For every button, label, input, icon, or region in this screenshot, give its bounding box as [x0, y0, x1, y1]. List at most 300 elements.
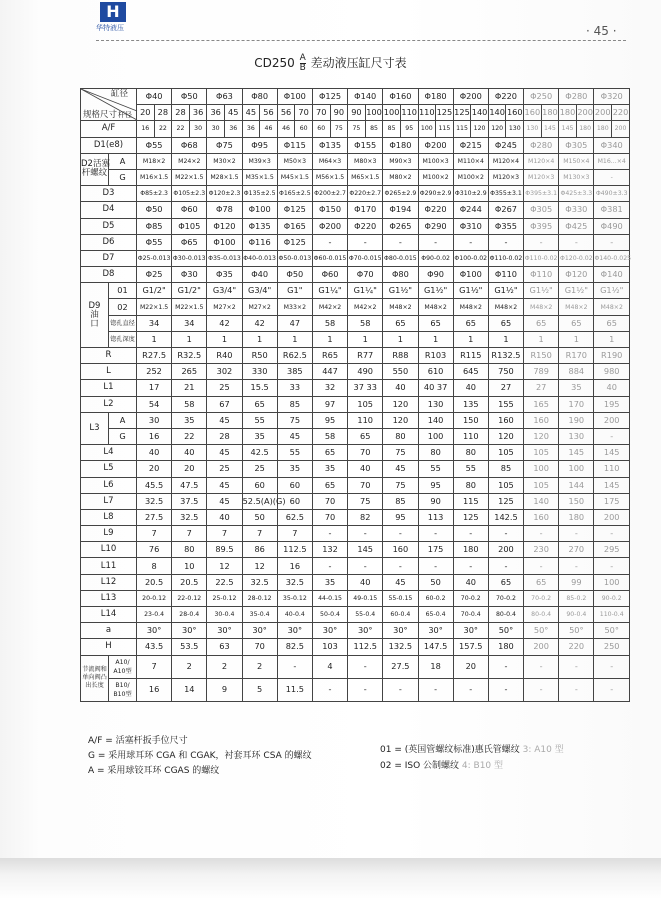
table-cell: 175: [594, 493, 630, 509]
table-cell: M30×2: [207, 153, 242, 169]
table-cell: 295: [594, 542, 630, 558]
table-cell: -: [594, 678, 630, 701]
table-cell: 110-0.4: [594, 607, 630, 623]
table-cell: M100×3: [418, 153, 453, 169]
diag-bore-label: 缸径: [110, 89, 128, 99]
table-cell: 35: [312, 461, 347, 477]
table-cell: M27×2: [242, 299, 277, 315]
table-cell: 14: [172, 678, 207, 701]
table-cell: Φ40: [242, 267, 277, 283]
table-cell: 27.5: [137, 509, 172, 525]
table-cell: -: [348, 558, 383, 574]
table-cell: Φ78: [207, 202, 242, 218]
table-cell: 7: [277, 526, 312, 542]
row-label: D8: [81, 267, 137, 283]
diagonal-header: [81, 89, 137, 121]
bore-header: Φ160: [383, 89, 418, 105]
row-label: L13: [81, 590, 137, 606]
title-suffix: 差动液压缸尺寸表: [310, 56, 407, 70]
table-cell: 125: [453, 509, 488, 525]
table-cell: Φ310: [453, 218, 488, 234]
table-cell: Φ25: [137, 267, 172, 283]
rod-cell: 160: [506, 105, 524, 121]
table-cell: Φ200±2.7: [312, 186, 347, 202]
af-cell: 30: [189, 121, 207, 137]
af-cell: 145: [541, 121, 559, 137]
table-cell: 35: [277, 461, 312, 477]
table-row: [81, 186, 630, 202]
table-cell: 22: [172, 428, 207, 444]
table-cell: Φ381: [594, 202, 630, 218]
title-fraction: [300, 54, 306, 73]
bore-header: Φ200: [453, 89, 488, 105]
table-cell: 140: [418, 412, 453, 428]
table-cell: 53.5: [172, 639, 207, 655]
table-cell: 1: [207, 331, 242, 347]
table-cell: -: [348, 678, 383, 701]
table-cell: 80: [383, 428, 418, 444]
table-cell: 195: [594, 396, 630, 412]
table-cell: M120×4: [488, 153, 523, 169]
table-cell: G1½": [524, 283, 559, 299]
table-cell: -: [312, 678, 347, 701]
row-label: L1: [81, 380, 137, 396]
table-cell: Φ85±2.3: [137, 186, 172, 202]
scan-shadow: [0, 858, 661, 899]
table-cell: 60: [277, 477, 312, 493]
table-cell: 27: [488, 380, 523, 396]
table-cell: Φ200: [312, 218, 347, 234]
table-cell: 32.5: [172, 509, 207, 525]
table-row: [81, 461, 630, 477]
table-cell: 45.5: [137, 477, 172, 493]
table-cell: Φ220±2.7: [348, 186, 383, 202]
table-cell: -: [488, 234, 523, 250]
table-cell: Φ215: [453, 137, 488, 153]
table-cell: 1: [453, 331, 488, 347]
table-cell: 40: [137, 445, 172, 461]
table-cell: 265: [172, 364, 207, 380]
table-cell: Φ68: [172, 137, 207, 153]
table-cell: Φ50: [137, 202, 172, 218]
table-cell: -: [418, 526, 453, 542]
table-cell: 63: [207, 639, 242, 655]
table-cell: -: [559, 234, 594, 250]
table-cell: G3/4": [242, 283, 277, 299]
sub-label: 01: [109, 283, 137, 299]
table-cell: M45×1.5: [277, 169, 312, 185]
table-cell: 147.5: [418, 639, 453, 655]
rod-cell: 180: [541, 105, 559, 121]
table-cell: Φ140: [594, 267, 630, 283]
table-cell: 12: [242, 558, 277, 574]
row-label: L6: [81, 477, 137, 493]
table-cell: Φ165: [277, 218, 312, 234]
table-cell: G1": [277, 283, 312, 299]
table-cell: Φ85: [137, 218, 172, 234]
table-row: [81, 493, 630, 509]
table-cell: Φ70: [348, 267, 383, 283]
table-cell: 40: [453, 574, 488, 590]
table-cell: M65×1.5: [348, 169, 383, 185]
table-cell: 40: [383, 380, 418, 396]
table-cell: 120: [488, 428, 523, 444]
table-cell: 447: [312, 364, 347, 380]
table-cell: 2: [172, 655, 207, 678]
table-cell: 220: [559, 639, 594, 655]
table-cell: 2: [242, 655, 277, 678]
table-cell: Φ155: [348, 137, 383, 153]
table-cell: G1/2": [137, 283, 172, 299]
table-cell: 70: [312, 493, 347, 509]
table-cell: -: [488, 526, 523, 542]
row-label: L12: [81, 574, 137, 590]
table-cell: Φ120: [207, 218, 242, 234]
rod-cell: 110: [418, 105, 436, 121]
table-cell: 80: [418, 445, 453, 461]
table-cell: R103: [418, 348, 453, 364]
rod-cell: 28: [154, 105, 172, 121]
table-row: [81, 267, 630, 283]
table-row: [81, 445, 630, 461]
d9-row: [81, 283, 630, 299]
row-label: L8: [81, 509, 137, 525]
table-cell: 65: [383, 315, 418, 331]
table-cell: 160: [524, 509, 559, 525]
d2-g-row: [81, 169, 630, 185]
d9-row: [81, 331, 630, 347]
rod-cell: 110: [400, 105, 418, 121]
table-cell: 30°: [453, 623, 488, 639]
table-cell: 120: [383, 396, 418, 412]
table-cell: M100×2: [418, 169, 453, 185]
table-cell: Φ115: [277, 137, 312, 153]
table-row: [81, 477, 630, 493]
table-cell: 90-0.4: [559, 607, 594, 623]
table-cell: Φ70-0.015: [348, 250, 383, 266]
rod-cell: 125: [453, 105, 471, 121]
table-cell: Φ395±3.1: [524, 186, 559, 202]
row-label: L14: [81, 607, 137, 623]
table-cell: 1: [312, 331, 347, 347]
table-cell: 30°: [172, 623, 207, 639]
table-cell: 65: [242, 396, 277, 412]
rod-row: [81, 105, 630, 121]
table-cell: Φ120: [559, 267, 594, 283]
logo-mark-icon: H: [100, 2, 126, 22]
table-cell: 35: [559, 380, 594, 396]
table-cell: Φ267: [488, 202, 523, 218]
table-cell: M80×2: [383, 169, 418, 185]
table-cell: R150: [524, 348, 559, 364]
table-cell: 1: [488, 331, 523, 347]
table-cell: 60: [277, 493, 312, 509]
table-cell: 65: [312, 477, 347, 493]
table-cell: -: [488, 678, 523, 701]
table-cell: 42: [207, 315, 242, 331]
table-cell: -: [348, 526, 383, 542]
table-cell: Φ170: [348, 202, 383, 218]
table-cell: M28×1.5: [207, 169, 242, 185]
table-cell: 70: [242, 639, 277, 655]
table-cell: Φ425±3.3: [559, 186, 594, 202]
table-cell: Φ395: [524, 218, 559, 234]
row-label: R: [81, 348, 137, 364]
table-cell: Φ55: [137, 234, 172, 250]
table-cell: Φ95: [242, 137, 277, 153]
table-cell: 37 33: [348, 380, 383, 396]
table-cell: 90-0.2: [594, 590, 630, 606]
table-cell: Φ50: [277, 267, 312, 283]
table-cell: Φ60: [312, 267, 347, 283]
table-cell: M48×2: [559, 299, 594, 315]
table-cell: 65: [312, 445, 347, 461]
rod-cell: 56: [277, 105, 295, 121]
table-cell: Φ90: [418, 267, 453, 283]
table-cell: 160: [383, 542, 418, 558]
rod-cell: 140: [471, 105, 489, 121]
table-cell: Φ180: [383, 137, 418, 153]
table-row: [81, 396, 630, 412]
bore-header: Φ180: [418, 89, 453, 105]
table-cell: R32.5: [172, 348, 207, 364]
table-cell: Φ194: [383, 202, 418, 218]
table-cell: Φ200: [418, 137, 453, 153]
table-cell: 30°: [418, 623, 453, 639]
table-cell: 1: [242, 331, 277, 347]
table-cell: M33×2: [277, 299, 312, 315]
table-cell: Φ110-0.02: [524, 250, 559, 266]
table-cell: 17: [137, 380, 172, 396]
table-cell: 40: [172, 445, 207, 461]
table-cell: -: [524, 234, 559, 250]
table-cell: 20.5: [172, 574, 207, 590]
row-label: L9: [81, 526, 137, 542]
table-cell: 145: [348, 542, 383, 558]
af-cell: 22: [154, 121, 172, 137]
table-cell: Φ135±2.5: [242, 186, 277, 202]
title-frac-bottom: B: [299, 63, 306, 73]
rod-cell: 200: [576, 105, 594, 121]
table-cell: -: [418, 678, 453, 701]
table-cell: 750: [488, 364, 523, 380]
table-cell: M120×4: [524, 153, 559, 169]
l3-row: [81, 428, 630, 444]
table-cell: Φ35-0.013: [207, 250, 242, 266]
table-cell: 100: [524, 461, 559, 477]
af-cell: 36: [224, 121, 242, 137]
bore-header: Φ320: [594, 89, 630, 105]
table-cell: 112.5: [277, 542, 312, 558]
page-title: [0, 54, 661, 73]
row-label: a: [81, 623, 137, 639]
table-cell: 55-0.4: [348, 607, 383, 623]
table-cell: 20.5: [137, 574, 172, 590]
table-cell: M24×2: [172, 153, 207, 169]
rod-cell: 90: [330, 105, 348, 121]
table-cell: 30°: [383, 623, 418, 639]
table-cell: 20: [172, 461, 207, 477]
diag-rod-label: 杆径: [118, 111, 132, 120]
table-cell: Φ244: [453, 202, 488, 218]
table-cell: 1: [559, 331, 594, 347]
table-cell: 145: [594, 477, 630, 493]
table-cell: 144: [559, 477, 594, 493]
table-cell: 20: [453, 655, 488, 678]
table-cell: Φ490±3.3: [594, 186, 630, 202]
table-cell: 20: [137, 461, 172, 477]
table-cell: -: [559, 526, 594, 542]
table-cell: 40: [348, 461, 383, 477]
table-cell: 22.5: [207, 574, 242, 590]
row-label: A/F: [81, 121, 137, 137]
diag-spec-label: 规格尺寸: [83, 110, 118, 121]
table-cell: 95: [418, 477, 453, 493]
table-cell: 60: [242, 477, 277, 493]
table-cell: Φ265: [383, 218, 418, 234]
table-cell: 42.5: [242, 445, 277, 461]
table-cell: 100: [594, 574, 630, 590]
table-cell: M90×3: [383, 153, 418, 169]
row-label: L2: [81, 396, 137, 412]
table-cell: 95: [383, 509, 418, 525]
table-cell: 200: [594, 412, 630, 428]
table-cell: M48×2: [383, 299, 418, 315]
table-cell: M48×2: [594, 299, 630, 315]
table-cell: 40: [207, 509, 242, 525]
company-logo: [96, 2, 132, 34]
table-cell: 16: [137, 428, 172, 444]
table-cell: Φ135: [312, 137, 347, 153]
table-row: [81, 509, 630, 525]
sub-label: 锪孔深度: [109, 331, 137, 347]
table-cell: Φ60: [172, 202, 207, 218]
af-cell: 46: [260, 121, 278, 137]
table-cell: 80: [453, 477, 488, 493]
af-cell: 100: [418, 121, 436, 137]
table-cell: M100×2: [453, 169, 488, 185]
af-cell: 180: [576, 121, 594, 137]
table-cell: 70: [348, 477, 383, 493]
table-cell: 103: [312, 639, 347, 655]
page-number: · 45 ·: [586, 24, 617, 38]
table-cell: 97: [312, 396, 347, 412]
table-row: [81, 623, 630, 639]
table-cell: 95: [312, 412, 347, 428]
table-cell: 4: [312, 655, 347, 678]
af-cell: 120: [488, 121, 506, 137]
table-cell: G1½": [418, 283, 453, 299]
table-cell: Φ305: [524, 202, 559, 218]
table-cell: 270: [559, 542, 594, 558]
table-cell: Φ330: [559, 202, 594, 218]
throttle-row: [81, 655, 630, 678]
table-cell: Φ100-0.02: [453, 250, 488, 266]
af-cell: 46: [277, 121, 295, 137]
table-cell: M48×2: [524, 299, 559, 315]
af-cell: 85: [383, 121, 401, 137]
af-cell: 36: [242, 121, 260, 137]
table-row: [81, 250, 630, 266]
note-01: 01 = (英国管螺纹标准)惠氏管螺纹 3: A10 型: [380, 745, 564, 755]
table-cell: Φ30-0.013: [172, 250, 207, 266]
table-cell: 170: [559, 396, 594, 412]
table-cell: 15.5: [242, 380, 277, 396]
table-cell: 67: [207, 396, 242, 412]
table-cell: 65: [524, 574, 559, 590]
table-cell: 7: [137, 655, 172, 678]
rod-cell: 70: [295, 105, 313, 121]
table-cell: 150: [453, 412, 488, 428]
table-cell: Φ140-0.025: [594, 250, 630, 266]
table-cell: 45: [207, 445, 242, 461]
table-cell: 70-0.2: [524, 590, 559, 606]
table-cell: -: [524, 655, 559, 678]
table-cell: 28-0.12: [242, 590, 277, 606]
table-cell: 85: [488, 461, 523, 477]
table-cell: M16×1.5: [137, 169, 172, 185]
brand-name: 华特液压: [96, 24, 124, 32]
table-cell: Φ100: [207, 234, 242, 250]
table-cell: M48×2: [418, 299, 453, 315]
rod-cell: 100: [383, 105, 401, 121]
table-cell: 58: [312, 315, 347, 331]
table-row: [81, 526, 630, 542]
rod-cell: 45: [242, 105, 260, 121]
table-cell: 5: [242, 678, 277, 701]
table-cell: -: [418, 234, 453, 250]
table-cell: 85: [277, 396, 312, 412]
table-cell: M120×3: [488, 169, 523, 185]
sub-label: 锪孔直径: [109, 315, 137, 331]
af-cell: 115: [436, 121, 454, 137]
bore-header: Φ40: [137, 89, 172, 105]
rod-cell: 140: [488, 105, 506, 121]
l3-label: L3: [81, 412, 109, 444]
table-cell: Φ120-0.02: [559, 250, 594, 266]
notes-right: [380, 742, 564, 774]
table-cell: G1½": [383, 283, 418, 299]
row-label: L7: [81, 493, 137, 509]
bore-header: Φ63: [207, 89, 242, 105]
table-cell: G1½": [559, 283, 594, 299]
table-cell: Φ355±3.1: [488, 186, 523, 202]
table-cell: 85: [383, 493, 418, 509]
table-cell: R77: [348, 348, 383, 364]
table-cell: 65-0.4: [418, 607, 453, 623]
table-cell: 50°: [559, 623, 594, 639]
table-cell: 43.5: [137, 639, 172, 655]
table-cell: 65: [348, 428, 383, 444]
table-cell: 145: [594, 445, 630, 461]
table-cell: Φ60-0.015: [312, 250, 347, 266]
af-cell: 60: [312, 121, 330, 137]
table-cell: Φ135: [242, 218, 277, 234]
sub-label: A: [109, 153, 137, 169]
note-a: A = 采用球铰耳环 CGAS 的螺纹: [88, 766, 220, 776]
table-cell: G1/2": [172, 283, 207, 299]
table-cell: 35: [312, 574, 347, 590]
table-cell: -: [559, 655, 594, 678]
table-cell: 70: [348, 445, 383, 461]
table-cell: 70: [312, 509, 347, 525]
row-label: L: [81, 364, 137, 380]
table-cell: Φ120±2.3: [207, 186, 242, 202]
table-row: [81, 137, 630, 153]
table-cell: 55-0.15: [383, 590, 418, 606]
table-cell: Φ150: [312, 202, 347, 218]
sub-label: 02: [109, 299, 137, 315]
